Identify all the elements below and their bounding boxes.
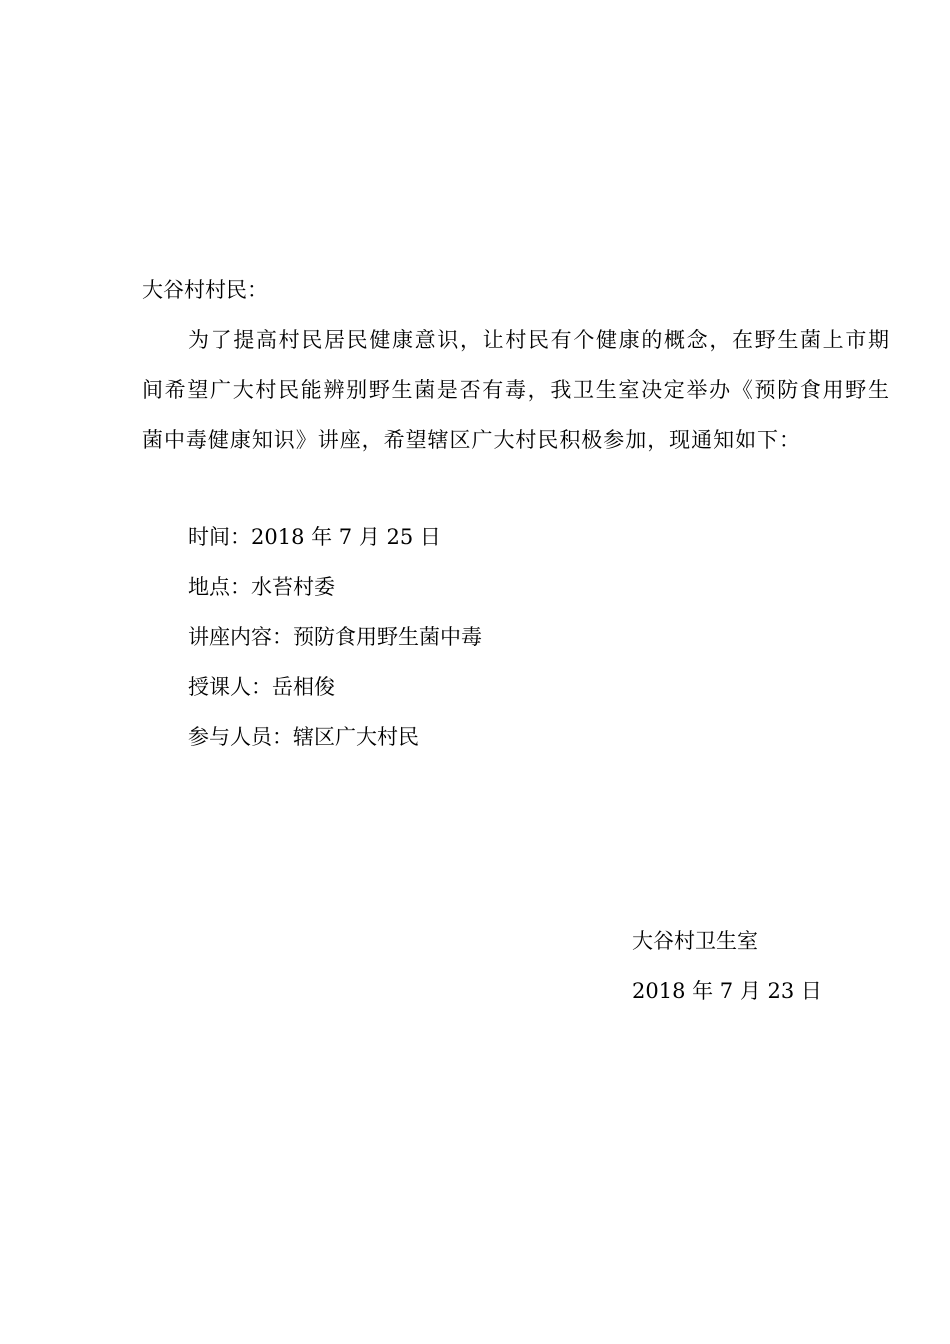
detail-time: 时间：2018 年 7 月 25 日 — [188, 525, 441, 549]
body-line: 为了提高村民居民健康意识，让村民有个健康的概念，在野生菌上市期 — [188, 328, 891, 352]
signature-organization: 大谷村卫生室 — [632, 929, 758, 953]
body-line: 菌中毒健康知识》讲座，希望辖区广大村民积极参加，现通知如下： — [142, 428, 801, 452]
detail-participants: 参与人员：辖区广大村民 — [188, 725, 419, 749]
signature-date: 2018 年 7 月 23 日 — [632, 979, 822, 1003]
body-line: 间希望广大村民能辨别野生菌是否有毒，我卫生室决定举办《预防食用野生 — [142, 378, 891, 402]
salutation: 大谷村村民： — [142, 278, 268, 302]
detail-topic: 讲座内容：预防食用野生菌中毒 — [188, 625, 482, 649]
detail-lecturer: 授课人：岳相俊 — [188, 675, 335, 699]
detail-location: 地点：水苔村委 — [188, 575, 335, 599]
